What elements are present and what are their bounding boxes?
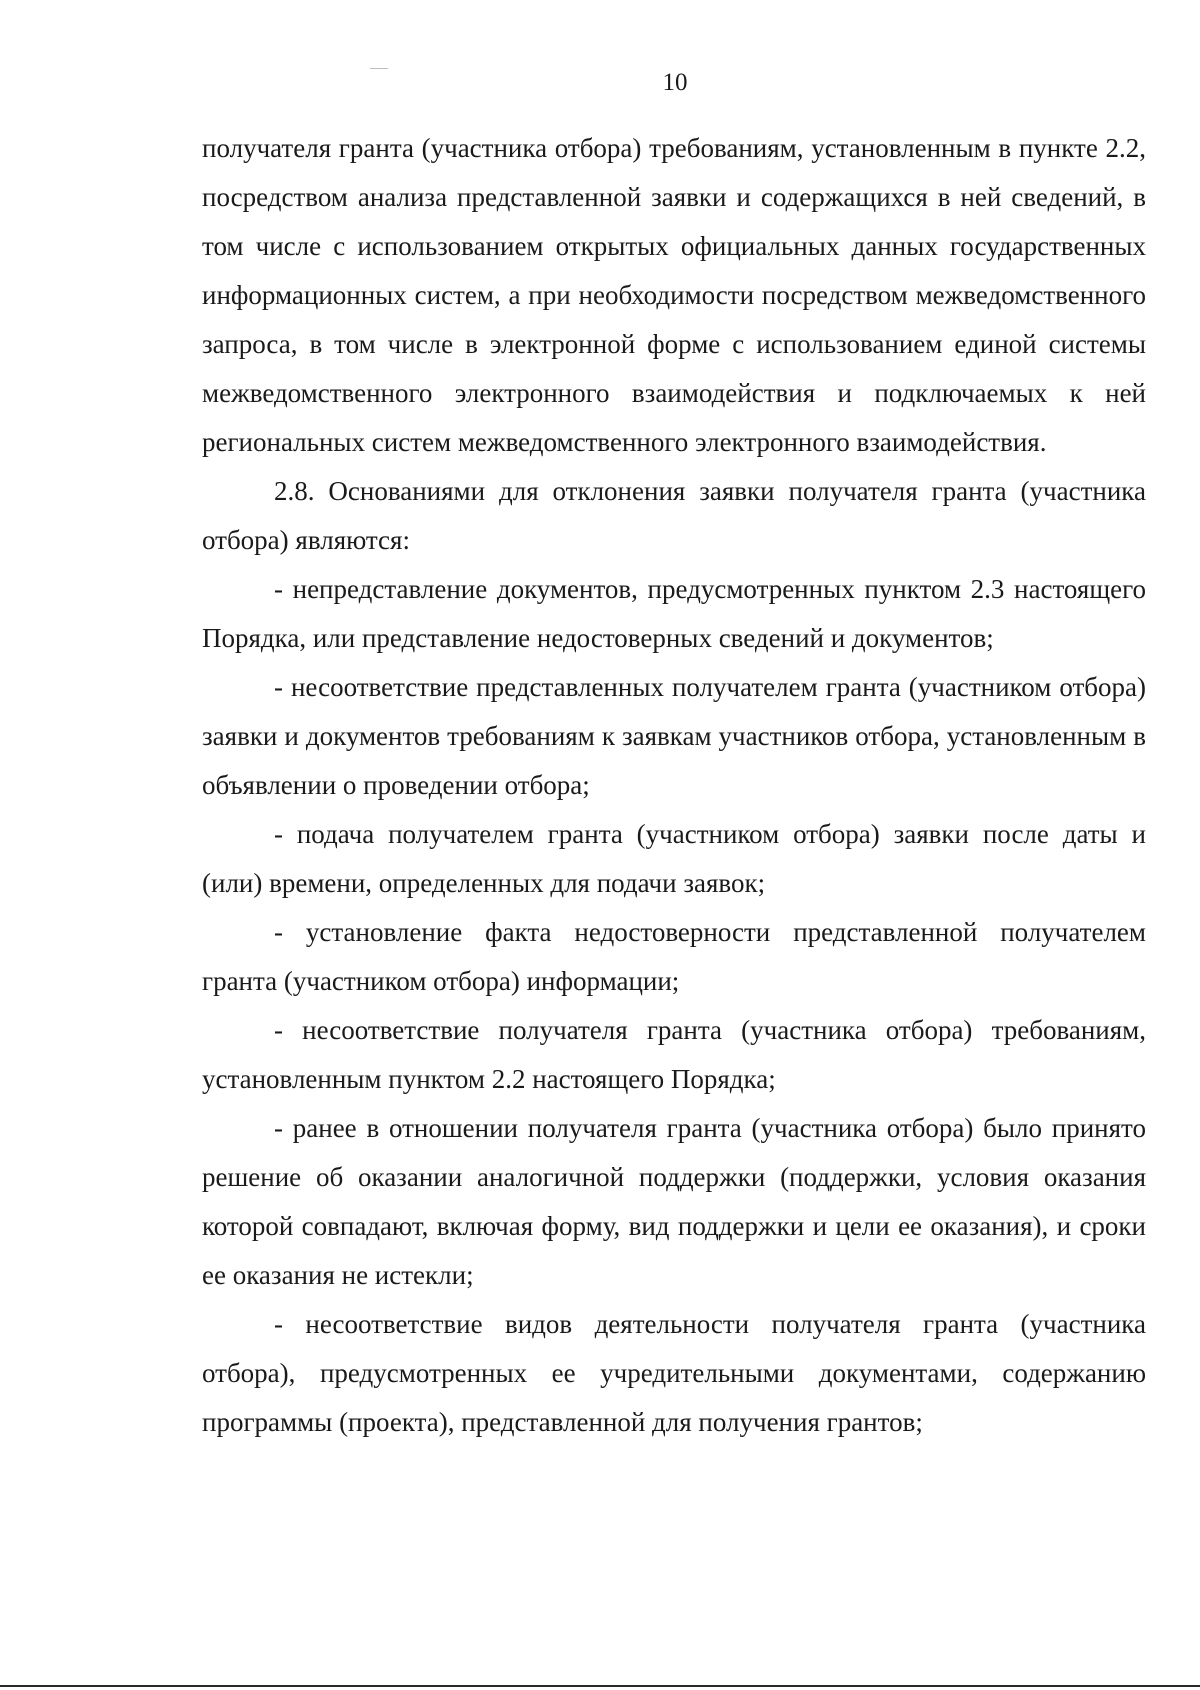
list-item-rejection-reason: - подача получателем гранта (участником отбора) заявки после даты и (или) времени, определенных для подачи заявок; xyxy=(202,819,1146,898)
paragraph-section-2-8: 2.8. Основаниями для отклонения заявки получателя гранта (участника отбора) являются: xyxy=(202,476,1146,555)
list-item-rejection-reason: - непредставление документов, предусмотренных пунктом 2.3 настоящего Порядка, или представление недостоверных сведений и документов; xyxy=(202,574,1146,653)
document-body xyxy=(202,124,1146,1447)
list-item-rejection-reason: - несоответствие видов деятельности получателя гранта (участника отбора), предусмотренных ее учредительными документами, содержанию программы (проекта), представленной для получения грантов; xyxy=(202,1309,1146,1437)
list-item-rejection-reason: - несоответствие представленных получателем гранта (участником отбора) заявки и документов требованиям к заявкам участников отбора, установленным в объявлении о проведении отбора; xyxy=(202,672,1146,800)
list-item-rejection-reason: - установление факта недостоверности представленной получателем гранта (участником отбора) информации; xyxy=(202,917,1146,996)
list-item-rejection-reason: - несоответствие получателя гранта (участника отбора) требованиям, установленным пунктом 2.2 настоящего Порядка; xyxy=(202,1015,1146,1094)
list-item-rejection-reason: - ранее в отношении получателя гранта (участника отбора) было принято решение об оказании аналогичной поддержки (поддержки, условия оказания которой совпадают, включая форму, вид поддержки и цели ее оказания), и сроки ее оказания не истекли; xyxy=(202,1113,1146,1290)
paragraph-continuation: получателя гранта (участника отбора) требованиям, установленным в пункте 2.2, посредством анализа представленной заявки и содержащихся в ней сведений, в том числе с использованием открытых официальных данных государственных информационных систем, а при необходимости посредством межведомственного запроса, в том числе в электронной форме с использованием единой системы межведомственного электронного взаимодействия и подключаемых к ней региональных систем межведомственного электронного взаимодействия. xyxy=(202,133,1146,457)
page-number: 10 xyxy=(662,69,688,96)
bottom-edge-rule xyxy=(0,1685,1200,1687)
